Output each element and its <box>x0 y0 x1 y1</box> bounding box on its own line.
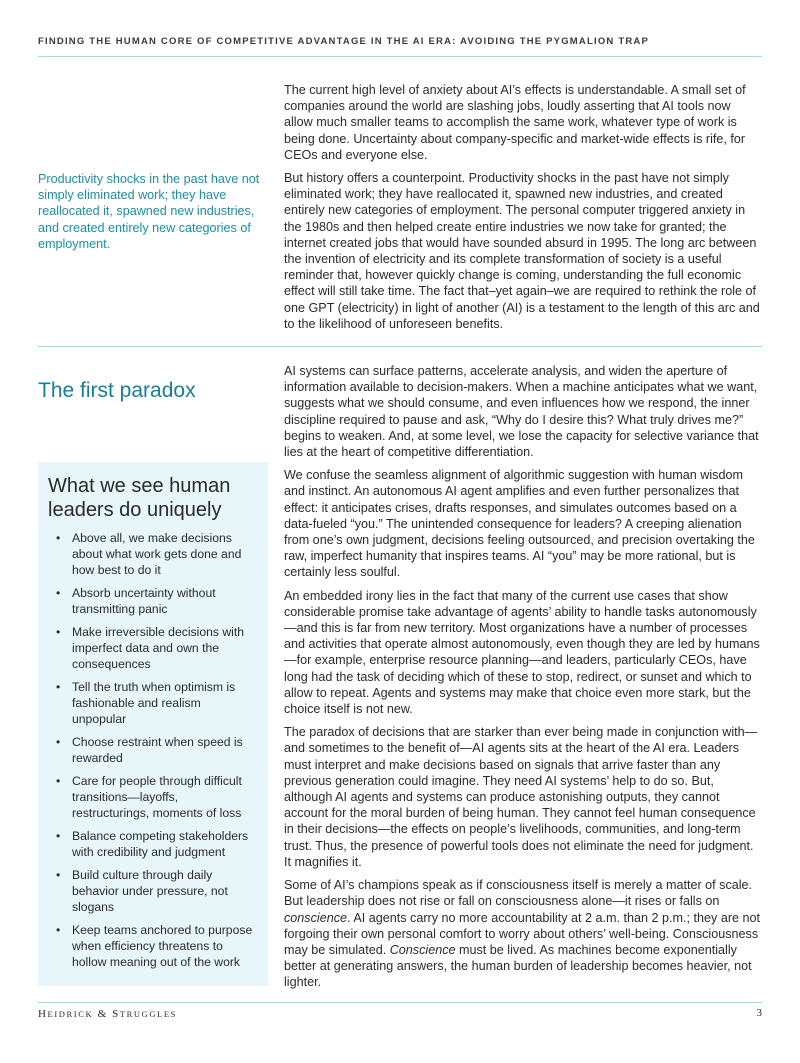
emphasis-conscience: conscience <box>284 910 348 925</box>
list-item-text: Balance competing stakeholders with credibility and judgment <box>72 829 249 859</box>
list-item-text: Choose restraint when speed is rewarded <box>72 735 243 765</box>
logo-word-1-rest: EIDRICK <box>47 1009 94 1019</box>
paragraph-anxiety: The current high level of anxiety about AI’s effects is understandable. A small set of companies around the world are slashing jobs, loudly asserting that AI tools now allow much smaller teams to accomplish the same work, whatever type of work is being done. Uncertainty about company-specific and market-wide effects is rife, for CEOs and everyone else. <box>284 83 746 162</box>
list-item-text: Tell the truth when optimism is fashionable and realism unpopular <box>72 680 236 726</box>
paragraph-4: The paradox of decisions that are starker than ever being made in conjunction with—and sometimes to the benefit of—AI agents sits at the heart of the AI era. Leaders must interpret and make decisions based on signals that arrive faster than any previous generation could imagine. They need AI systems’ help to do so. But, although AI agents and systems can produce astonishing outputs, they cannot account for the moral burden of being human. They cannot feel human consequence in their decisions—the effects on people’s livelihoods, communities, and long-term trust. Thus, the presence of powerful tools does not eliminate the need for judgment. It magnifies it. <box>284 725 758 869</box>
list-item-text: Absorb uncertainty without transmitting panic <box>72 586 216 616</box>
page-number: 3 <box>756 1007 762 1019</box>
list-item <box>48 922 258 970</box>
list-item-text: Make irreversible decisions with imperfect data and own the consequences <box>72 625 245 671</box>
bullet-icon: • <box>56 586 61 600</box>
bullet-icon: • <box>56 680 61 694</box>
list-item <box>48 773 258 821</box>
sidebar-list <box>48 530 258 970</box>
bullet-icon: • <box>56 531 61 545</box>
section-body <box>284 363 762 998</box>
section-divider <box>38 346 762 347</box>
list-item <box>48 679 258 727</box>
sidebar-box <box>38 462 268 986</box>
list-item <box>48 624 258 672</box>
paragraph-5-part-a: Some of AI’s champions speak as if consciousness itself is merely a matter of scale. But leadership does not rise or fall on consciousness alone—it rises or falls on <box>284 878 753 909</box>
list-item-text: Keep teams anchored to purpose when efficiency threatens to hollow meaning out of the work <box>72 923 253 969</box>
running-header: FINDING THE HUMAN CORE OF COMPETITIVE ADVANTAGE IN THE AI ERA: AVOIDING THE PYGMALION TRAP <box>38 36 649 47</box>
list-item-text: Build culture through daily behavior under pressure, not slogans <box>72 868 228 914</box>
logo-word-2-rest: TRUGGLES <box>119 1009 177 1019</box>
bullet-icon: • <box>56 923 61 937</box>
bullet-icon: • <box>56 774 61 788</box>
paragraph-3: An embedded irony lies in the fact that many of the current use cases that show considerable promise take advantage of agents’ ability to handle tasks autonomously—and this is far from new territory. Most organizations have a number of processes and activities that operate almost autonomously, even though they are led by humans—for example, enterprise resource planning—and leaders, particularly CEOs, have long had the task of deciding which of these to stop, redirect, or sunset and which to allow to repeat. Agents and systems may make that choice even more stark, but the choice itself is not new. <box>284 588 760 717</box>
paragraph-history: But history offers a counterpoint. Productivity shocks in the past have not simply eliminated work; they have reallocated it, spawned new industries, and created entirely new categories of employment. The personal computer triggered anxiety in the 1980s and then helped create entire industries we now take for granted; the internet created jobs that would have sounded absurd in 1995. The long arc between the invention of electricity and its complete transformation of society is a useful reminder that, however quickly change is coming, understanding the full economic effect will still take time. The fact that–yet again–we are required to rethink the role of one GPT (electricity) in light of another (AI) is a testament to the length of this arc and to the likelihood of unforeseen benefits. <box>284 171 760 331</box>
paragraph-5 <box>284 877 762 990</box>
bullet-icon: • <box>56 625 61 639</box>
list-item <box>48 828 258 860</box>
sidebar-title: What we see human leaders do uniquely <box>48 475 231 521</box>
section-heading: The first paradox <box>38 379 196 403</box>
list-item <box>48 530 258 578</box>
logo-ampersand: & <box>93 1008 113 1020</box>
footer-divider <box>38 1002 762 1003</box>
list-item-text: Care for people through difficult transitions—layoffs, restructurings, moments of loss <box>72 774 242 820</box>
bullet-icon: • <box>56 829 61 843</box>
emphasis-conscience-2: Conscience <box>389 942 456 957</box>
logo-letter-h: H <box>38 1008 48 1020</box>
paragraph-1: AI systems can surface patterns, accelerate analysis, and widen the aperture of information available to decision-makers. When a machine anticipates what we want, suggests what we should consume, and even influences how we respond, the inner discipline required to pause and ask, “Why do I desire this? What truly drives me?” begins to weaken. And, at some level, we lose the capacity for selective variance that lies at the heart of competitive differentiation. <box>284 364 759 460</box>
header-divider <box>38 56 762 57</box>
paragraph-5-part-b: . AI agents carry no more accountability at 2 a.m. than 2 p.m.; they are not forgoing their own personal comfort to worry about others’ well-being. Consciousness may be simulated. <box>284 910 761 957</box>
list-item <box>48 867 258 915</box>
paragraph-2: We confuse the seamless alignment of algorithmic suggestion with human wisdom and instinct. An autonomous AI agent amplifies and even further personalizes that effect: it anticipates crises, drafts responses, and simulates outcomes based on a data-fueled “you.” The unintended consequence for leaders? A creeping alienation from one’s own judgment, decisions feeling outsourced, and precision overtaking the raw, imperfect humanity that inspires teams. AI “you” may be more rational, but is certainly less soulful. <box>284 468 755 580</box>
paragraph-5-part-c: must be lived. As machines become exponentially better at generating answers, the human burden of leadership becomes heavier, not lighter. <box>284 942 752 990</box>
bullet-icon: • <box>56 735 61 749</box>
list-item <box>48 734 258 766</box>
pull-quote: Productivity shocks in the past have not simply eliminated work; they have reallocated it, spawned new industries, and created entirely new categories of employment. <box>38 172 260 251</box>
logo-letter-s: S <box>112 1008 120 1020</box>
company-logo <box>38 1008 177 1020</box>
list-item-text: Above all, we make decisions about what work gets done and how best to do it <box>72 531 242 577</box>
top-section-body <box>284 82 762 339</box>
bullet-icon: • <box>56 868 61 882</box>
list-item <box>48 585 258 617</box>
